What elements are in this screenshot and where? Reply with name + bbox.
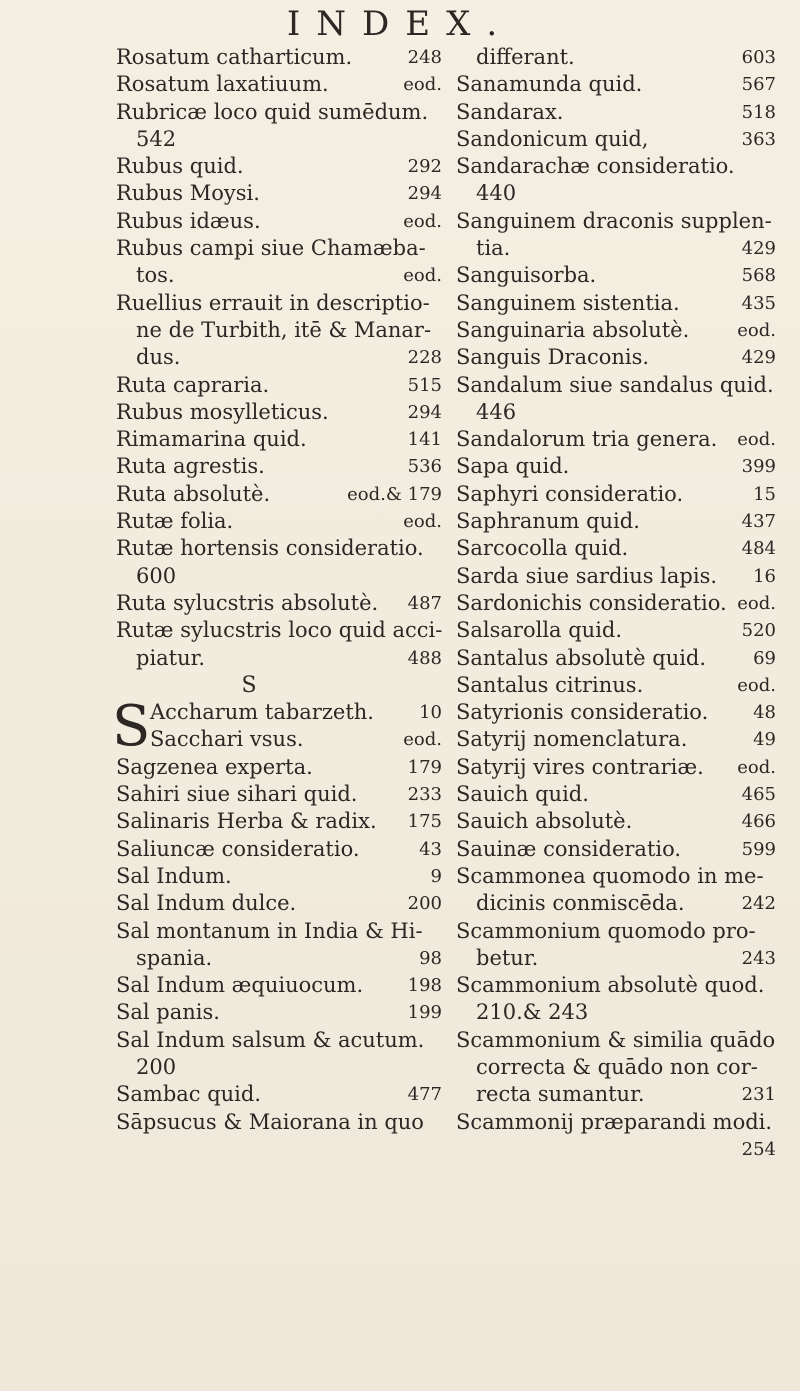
entry-term: Rosatum laxatiuum. bbox=[116, 72, 329, 97]
entry-term: Sanguinaria absolutè. bbox=[456, 317, 690, 342]
index-entry bbox=[456, 71, 776, 98]
index-entry bbox=[116, 290, 442, 317]
entry-term: dicinis conmiscēda. bbox=[476, 891, 685, 916]
index-entry bbox=[456, 1027, 776, 1054]
entry-page-number: 98 bbox=[419, 947, 442, 969]
entry-term: tia. bbox=[476, 236, 511, 261]
index-entry bbox=[116, 617, 442, 644]
index-entry bbox=[456, 672, 776, 699]
entry-term: 200 bbox=[136, 1054, 177, 1079]
index-entry bbox=[116, 972, 442, 999]
index-entry bbox=[456, 781, 776, 808]
entry-page-number: eod. bbox=[403, 74, 442, 96]
index-entry bbox=[116, 754, 442, 781]
entry-term: Sandarax. bbox=[456, 99, 564, 124]
entry-term: Sandonicum quid, bbox=[456, 126, 649, 151]
index-entry bbox=[456, 1109, 776, 1136]
index-entry bbox=[456, 699, 776, 726]
dropcap-block bbox=[112, 694, 442, 760]
entry-term: 440 bbox=[476, 181, 517, 206]
entry-page-number: 228 bbox=[407, 347, 442, 369]
entry-term: Rubus campi siue Chamæba- bbox=[116, 236, 426, 261]
entry-term: Salsarolla quid. bbox=[456, 618, 623, 643]
index-entry bbox=[456, 945, 776, 972]
index-entry bbox=[456, 99, 776, 126]
entry-page-number: 520 bbox=[741, 620, 776, 642]
entry-term: Sandalum siue sandalus quid. bbox=[456, 372, 774, 397]
entry-term: Satyrionis consideratio. bbox=[456, 700, 709, 725]
index-entry bbox=[456, 344, 776, 371]
entry-page-number: 477 bbox=[407, 1084, 442, 1106]
entry-term: 600 bbox=[136, 563, 177, 588]
entry-term: 210.& 243 bbox=[476, 1000, 589, 1025]
entry-term: Sanguis Draconis. bbox=[456, 345, 650, 370]
index-entry bbox=[116, 235, 442, 262]
index-entry bbox=[456, 726, 776, 753]
index-entry bbox=[456, 1054, 776, 1081]
entry-page-number: eod.& 179 bbox=[347, 483, 442, 505]
index-entry bbox=[456, 426, 776, 453]
entry-page-number: 199 bbox=[407, 1002, 442, 1024]
entry-page-number: 179 bbox=[407, 756, 442, 778]
entry-term: Rimamarina quid. bbox=[116, 427, 307, 452]
index-entry bbox=[456, 535, 776, 562]
entry-term: Sarda siue sardius lapis. bbox=[456, 563, 718, 588]
index-entry bbox=[116, 535, 442, 562]
index-entry bbox=[116, 1054, 442, 1081]
entry-term: Scammonij præparandi modi. bbox=[456, 1109, 773, 1134]
entry-page-number: 465 bbox=[741, 784, 776, 806]
entry-term: Rutæ hortensis consideratio. bbox=[116, 536, 424, 561]
index-entry bbox=[456, 399, 776, 426]
entry-term: Ruta sylucstris absolutè. bbox=[116, 590, 379, 615]
index-entry bbox=[116, 126, 442, 153]
entry-term: Sal panis. bbox=[116, 1000, 220, 1025]
index-entry bbox=[116, 71, 442, 98]
entry-page-number: 243 bbox=[741, 947, 776, 969]
entry-term: Salinaris Herba & radix. bbox=[116, 809, 377, 834]
index-entry bbox=[456, 153, 776, 180]
entry-term: Sal montanum in India & Hi- bbox=[116, 918, 423, 943]
entry-term: Scammonea quomodo in me- bbox=[456, 863, 764, 888]
entry-page-number: 515 bbox=[407, 374, 442, 396]
index-entry bbox=[116, 863, 442, 890]
index-entry bbox=[116, 372, 442, 399]
entry-page-number: 484 bbox=[741, 538, 776, 560]
index-entry bbox=[456, 262, 776, 289]
entry-term: Sanamunda quid. bbox=[456, 72, 643, 97]
index-entry bbox=[456, 999, 776, 1026]
index-entry bbox=[456, 317, 776, 344]
index-entry bbox=[456, 863, 776, 890]
entry-page-number: 429 bbox=[741, 238, 776, 260]
entry-term: Sardonichis consideratio. bbox=[456, 590, 727, 615]
index-entry bbox=[116, 426, 442, 453]
index-entry bbox=[116, 918, 442, 945]
entry-term: Sal Indum dulce. bbox=[116, 891, 297, 916]
entry-term: recta sumantur. bbox=[476, 1082, 645, 1107]
index-entry bbox=[456, 645, 776, 672]
index-entry bbox=[456, 453, 776, 480]
index-entry bbox=[456, 126, 776, 153]
entry-page-number: eod. bbox=[737, 592, 776, 614]
index-entry bbox=[116, 1027, 442, 1054]
entry-term: differant. bbox=[476, 45, 575, 69]
index-entry bbox=[116, 645, 442, 672]
entry-term: 542 bbox=[136, 126, 177, 151]
index-entry bbox=[116, 262, 442, 289]
index-entry bbox=[116, 590, 442, 617]
index-entry bbox=[116, 508, 442, 535]
index-entry bbox=[116, 481, 442, 508]
entry-page-number: 254 bbox=[741, 1138, 776, 1160]
entry-term: Rubus quid. bbox=[116, 154, 244, 179]
entry-page-number: eod. bbox=[403, 265, 442, 287]
entry-term: Sandarachæ consideratio. bbox=[456, 154, 735, 179]
index-entry bbox=[116, 99, 442, 126]
entry-term: Ruta absolutè. bbox=[116, 481, 271, 506]
index-entry bbox=[456, 208, 776, 235]
entry-term: Sapa quid. bbox=[456, 454, 570, 479]
entry-page-number: 200 bbox=[407, 893, 442, 915]
index-entry bbox=[456, 290, 776, 317]
entry-page-number: eod. bbox=[403, 511, 442, 533]
entry-page-number: 233 bbox=[407, 784, 442, 806]
index-entry bbox=[116, 563, 442, 590]
entry-term: 446 bbox=[476, 399, 517, 424]
entry-term: Scammonium absolutè quod. bbox=[456, 973, 765, 998]
entry-page-number: 231 bbox=[741, 1084, 776, 1106]
entry-page-number: 466 bbox=[741, 811, 776, 833]
entry-page-number: 599 bbox=[741, 838, 776, 860]
entry-page-number: 487 bbox=[407, 592, 442, 614]
entry-term: Saphranum quid. bbox=[456, 509, 640, 534]
entry-term: Rubus idæus. bbox=[116, 208, 261, 233]
index-entry bbox=[456, 972, 776, 999]
entry-page-number: eod. bbox=[737, 429, 776, 451]
entry-term: Sāpsucus & Maiorana in quo bbox=[116, 1109, 424, 1134]
entry-page-number: 429 bbox=[741, 347, 776, 369]
entry-page-number: eod. bbox=[403, 729, 442, 751]
entry-page-number: eod. bbox=[737, 756, 776, 778]
index-entry bbox=[456, 808, 776, 835]
entry-page-number: 48 bbox=[753, 702, 776, 724]
entry-page-number: 536 bbox=[407, 456, 442, 478]
entry-page-number: 294 bbox=[407, 401, 442, 423]
index-entry bbox=[116, 945, 442, 972]
right-column bbox=[456, 44, 776, 1163]
page-header: INDEX. bbox=[286, 4, 514, 44]
entry-term: Satyrij nomenclatura. bbox=[456, 727, 688, 752]
dropcap-letter: S bbox=[112, 694, 151, 760]
entry-page-number: 292 bbox=[407, 156, 442, 178]
index-entry bbox=[116, 781, 442, 808]
entry-page-number: 69 bbox=[753, 647, 776, 669]
entry-term: Sauich quid. bbox=[456, 782, 589, 807]
entry-term: Santalus absolutè quid. bbox=[456, 645, 707, 670]
entry-page-number: 175 bbox=[407, 811, 442, 833]
entry-page-number: eod. bbox=[737, 319, 776, 341]
index-entry bbox=[116, 208, 442, 235]
index-entry bbox=[456, 508, 776, 535]
index-entry bbox=[456, 590, 776, 617]
index-entry bbox=[116, 399, 442, 426]
entry-page-number: 399 bbox=[741, 456, 776, 478]
entry-page-number: 16 bbox=[753, 565, 776, 587]
entry-term: Accharum tabarzeth. bbox=[150, 700, 374, 725]
entry-page-number: 9 bbox=[430, 865, 442, 887]
index-entry bbox=[456, 836, 776, 863]
entry-term: Rutæ folia. bbox=[116, 509, 234, 534]
left-column bbox=[112, 44, 443, 1136]
index-entry bbox=[116, 890, 442, 917]
index-entry bbox=[456, 235, 776, 262]
entry-term: tos. bbox=[136, 263, 175, 288]
index-entry bbox=[456, 563, 776, 590]
index-entry bbox=[116, 999, 442, 1026]
entry-page-number: 248 bbox=[407, 47, 442, 68]
section-letter: S bbox=[241, 672, 257, 698]
index-entry bbox=[116, 699, 442, 726]
entry-term: ne de Turbith, itē & Manar- bbox=[136, 317, 432, 342]
index-entry bbox=[456, 617, 776, 644]
entry-page-number: 568 bbox=[741, 265, 776, 287]
entry-page-number: 10 bbox=[419, 702, 442, 724]
entry-page-number: 518 bbox=[741, 101, 776, 123]
entry-term: Sauinæ consideratio. bbox=[456, 836, 682, 861]
entry-term: Sambac quid. bbox=[116, 1082, 262, 1107]
index-entry bbox=[456, 754, 776, 781]
index-entry bbox=[116, 344, 442, 371]
entry-page-number: 15 bbox=[753, 483, 776, 505]
entry-term: Santalus citrinus. bbox=[456, 672, 644, 697]
entry-term: Rosatum catharticum. bbox=[116, 45, 353, 69]
index-entry bbox=[116, 317, 442, 344]
entry-term: Sandalorum tria genera. bbox=[456, 427, 718, 452]
index-entry bbox=[456, 481, 776, 508]
entry-term: spania. bbox=[136, 945, 213, 970]
entry-page-number: 49 bbox=[753, 729, 776, 751]
entry-term: Sanguinem draconis supplen- bbox=[456, 208, 772, 233]
index-entry bbox=[116, 808, 442, 835]
index-entry bbox=[456, 1136, 776, 1163]
entry-page-number: 437 bbox=[741, 511, 776, 533]
entry-page-number: 488 bbox=[407, 647, 442, 669]
entry-term: dus. bbox=[136, 345, 181, 370]
entry-term: Sahiri siue sihari quid. bbox=[116, 782, 358, 807]
entry-page-number: 435 bbox=[741, 292, 776, 314]
entry-term: Rubus mosylleticus. bbox=[116, 399, 329, 424]
left-entries-r bbox=[116, 44, 442, 672]
entry-term: betur. bbox=[476, 945, 539, 970]
entry-term: Sauich absolutè. bbox=[456, 809, 633, 834]
entry-term: piatur. bbox=[136, 645, 206, 670]
entry-page-number: 43 bbox=[419, 838, 442, 860]
entry-term: Sagzenea experta. bbox=[116, 754, 313, 779]
dropcap-entries bbox=[116, 699, 442, 754]
entry-term: Rubus Moysi. bbox=[116, 181, 260, 206]
index-entry bbox=[116, 180, 442, 207]
index-entry bbox=[456, 180, 776, 207]
entry-term: Sal Indum æquiuocum. bbox=[116, 973, 364, 998]
entry-term: Saliuncæ consideratio. bbox=[116, 836, 360, 861]
entry-term: Ruta capraria. bbox=[116, 372, 270, 397]
entry-term: Ruta agrestis. bbox=[116, 454, 265, 479]
entry-page-number: 242 bbox=[741, 893, 776, 915]
entry-term: Sarcocolla quid. bbox=[456, 536, 629, 561]
entry-term: Sanguisorba. bbox=[456, 263, 597, 288]
entry-page-number: 603 bbox=[741, 47, 776, 68]
index-entry bbox=[116, 726, 442, 753]
entry-page-number: 141 bbox=[407, 429, 442, 451]
left-entries-s bbox=[116, 754, 442, 1136]
index-entry bbox=[116, 1081, 442, 1108]
entry-term: Saphyri consideratio. bbox=[456, 481, 684, 506]
entry-term: Sanguinem sistentia. bbox=[456, 290, 680, 315]
index-entry bbox=[456, 1081, 776, 1108]
index-entry bbox=[456, 890, 776, 917]
right-entries bbox=[456, 44, 776, 1163]
entry-term: Satyrij vires contrariæ. bbox=[456, 754, 704, 779]
entry-page-number: 294 bbox=[407, 183, 442, 205]
entry-term: correcta & quādo non cor- bbox=[476, 1054, 758, 1079]
index-entry bbox=[456, 372, 776, 399]
entry-term: Ruellius errauit in descriptio- bbox=[116, 290, 430, 315]
index-entry bbox=[116, 1109, 442, 1136]
index-entry bbox=[116, 44, 442, 71]
entry-term: Rutæ sylucstris loco quid acci- bbox=[116, 618, 443, 643]
index-entry bbox=[116, 153, 442, 180]
entry-term: Sal Indum salsum & acutum. bbox=[116, 1027, 425, 1052]
entry-term: Scammonium quomodo pro- bbox=[456, 918, 756, 943]
index-entry bbox=[116, 836, 442, 863]
entry-page-number: 567 bbox=[741, 74, 776, 96]
index-entry bbox=[456, 918, 776, 945]
entry-page-number: 198 bbox=[407, 975, 442, 997]
entry-page-number: eod. bbox=[403, 210, 442, 232]
index-entry bbox=[456, 44, 776, 71]
entry-term: Rubricæ loco quid sumēdum. bbox=[116, 99, 429, 124]
index-entry bbox=[116, 453, 442, 480]
entry-page-number: eod. bbox=[737, 674, 776, 696]
entry-page-number: 363 bbox=[741, 128, 776, 150]
entry-term: Scammonium & similia quādo bbox=[456, 1027, 776, 1052]
entry-term: Sacchari vsus. bbox=[150, 727, 304, 752]
entry-term: Sal Indum. bbox=[116, 863, 232, 888]
